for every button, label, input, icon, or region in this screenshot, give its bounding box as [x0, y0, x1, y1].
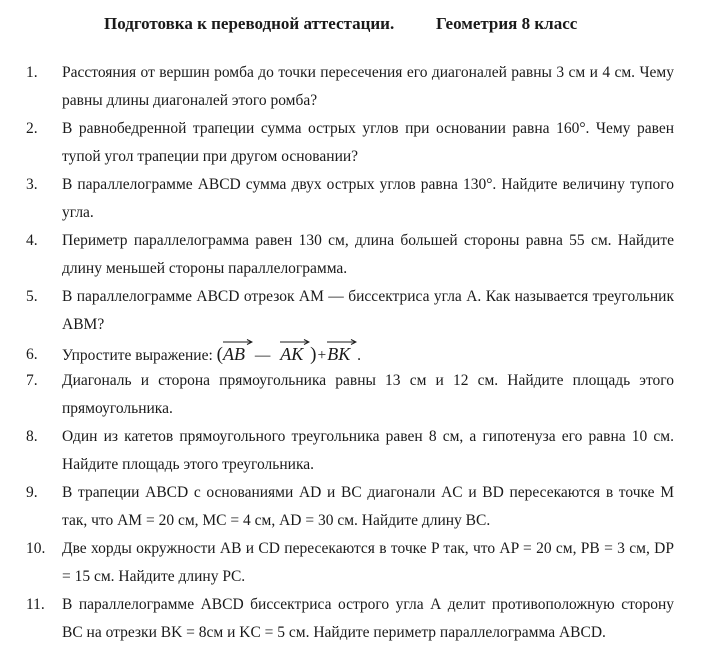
list-item — [0, 535, 713, 591]
item-number: 4. — [26, 232, 38, 249]
item-text: В равнобедренной трапеции сумма острых углов при основании равна 160°. Чему равен тупой угол трапеции при другом основании? — [62, 120, 674, 165]
item-text — [62, 341, 674, 369]
vector-ak: AK — [280, 345, 303, 363]
item-number: 5. — [26, 288, 38, 305]
list-item — [0, 171, 713, 227]
list-item — [0, 341, 713, 369]
list-item — [0, 591, 713, 647]
task-list — [0, 59, 713, 647]
item-text: В параллелограмме ABCD биссектриса острого угла А делит противоположную сторону BC на отрезки BK = 8см и KC = 5 см. Найдите периметр параллелограмма ABCD. — [62, 596, 674, 641]
vector-arrow-icon — [223, 338, 253, 346]
item-number: 10. — [26, 540, 46, 557]
formula-prompt: Упростите выражение: — [62, 347, 213, 364]
item-number: 6. — [26, 346, 38, 363]
item-text: Две хорды окружности AB и CD пересекаются в точке P так, что AP = 20 см, PB = 3 см, DP = 15 см. Найдите длину PC. — [62, 540, 674, 585]
item-text: Периметр параллелограмма равен 130 см, длина большей стороны равна 55 см. Найдите длину меньшей стороны параллелограмма. — [62, 232, 674, 277]
item-number: 7. — [26, 372, 38, 389]
vector-ab: AB — [223, 345, 245, 363]
vector-expression — [216, 344, 361, 365]
list-item — [0, 115, 713, 171]
minus-sign: — — [254, 347, 271, 364]
item-text: Диагональ и сторона прямоугольника равны 13 см и 12 см. Найдите площадь этого прямоугольника. — [62, 372, 674, 417]
close-paren: ) — [310, 344, 317, 365]
page-title: Подготовка к переводной аттестации. — [104, 14, 395, 33]
item-text: Один из катетов прямоугольного треугольника равен 8 см, а гипотенуза его равна 10 см. Найдите площадь этого треугольника. — [62, 428, 674, 473]
item-number: 11. — [26, 596, 45, 613]
item-number: 2. — [26, 120, 38, 137]
list-item — [0, 479, 713, 535]
item-text: В трапеции ABCD с основаниями AD и BC диагонали AC и BD пересекаются в точке M так, что AM = 20 см, MC = 4 см, AD = 30 см. Найдите длину BC. — [62, 484, 674, 529]
vector-bk: BK — [327, 345, 350, 363]
list-item — [0, 59, 713, 115]
open-paren: ( — [216, 344, 223, 365]
list-item — [0, 423, 713, 479]
page-subject: Геометрия 8 класс — [436, 14, 578, 33]
vector-arrow-icon — [280, 338, 310, 346]
list-item — [0, 367, 713, 423]
item-text: В параллелограмме ABCD отрезок AM — биссектриса угла А. Как называется треугольник ABM? — [62, 288, 674, 333]
list-item — [0, 283, 713, 339]
formula-end: . — [357, 347, 361, 364]
item-number: 8. — [26, 428, 38, 445]
vector-arrow-icon — [327, 338, 357, 346]
list-item — [0, 227, 713, 283]
item-number: 3. — [26, 176, 38, 193]
item-text: В параллелограмме ABCD сумма двух острых углов равна 130°. Найдите величину тупого угла. — [62, 176, 674, 221]
item-number: 9. — [26, 484, 38, 501]
plus-sign: + — [317, 347, 327, 364]
item-text: Расстояния от вершин ромба до точки пересечения его диагоналей равны 3 см и 4 см. Чему равны длины диагоналей этого ромба? — [62, 64, 674, 109]
item-number: 1. — [26, 64, 38, 81]
